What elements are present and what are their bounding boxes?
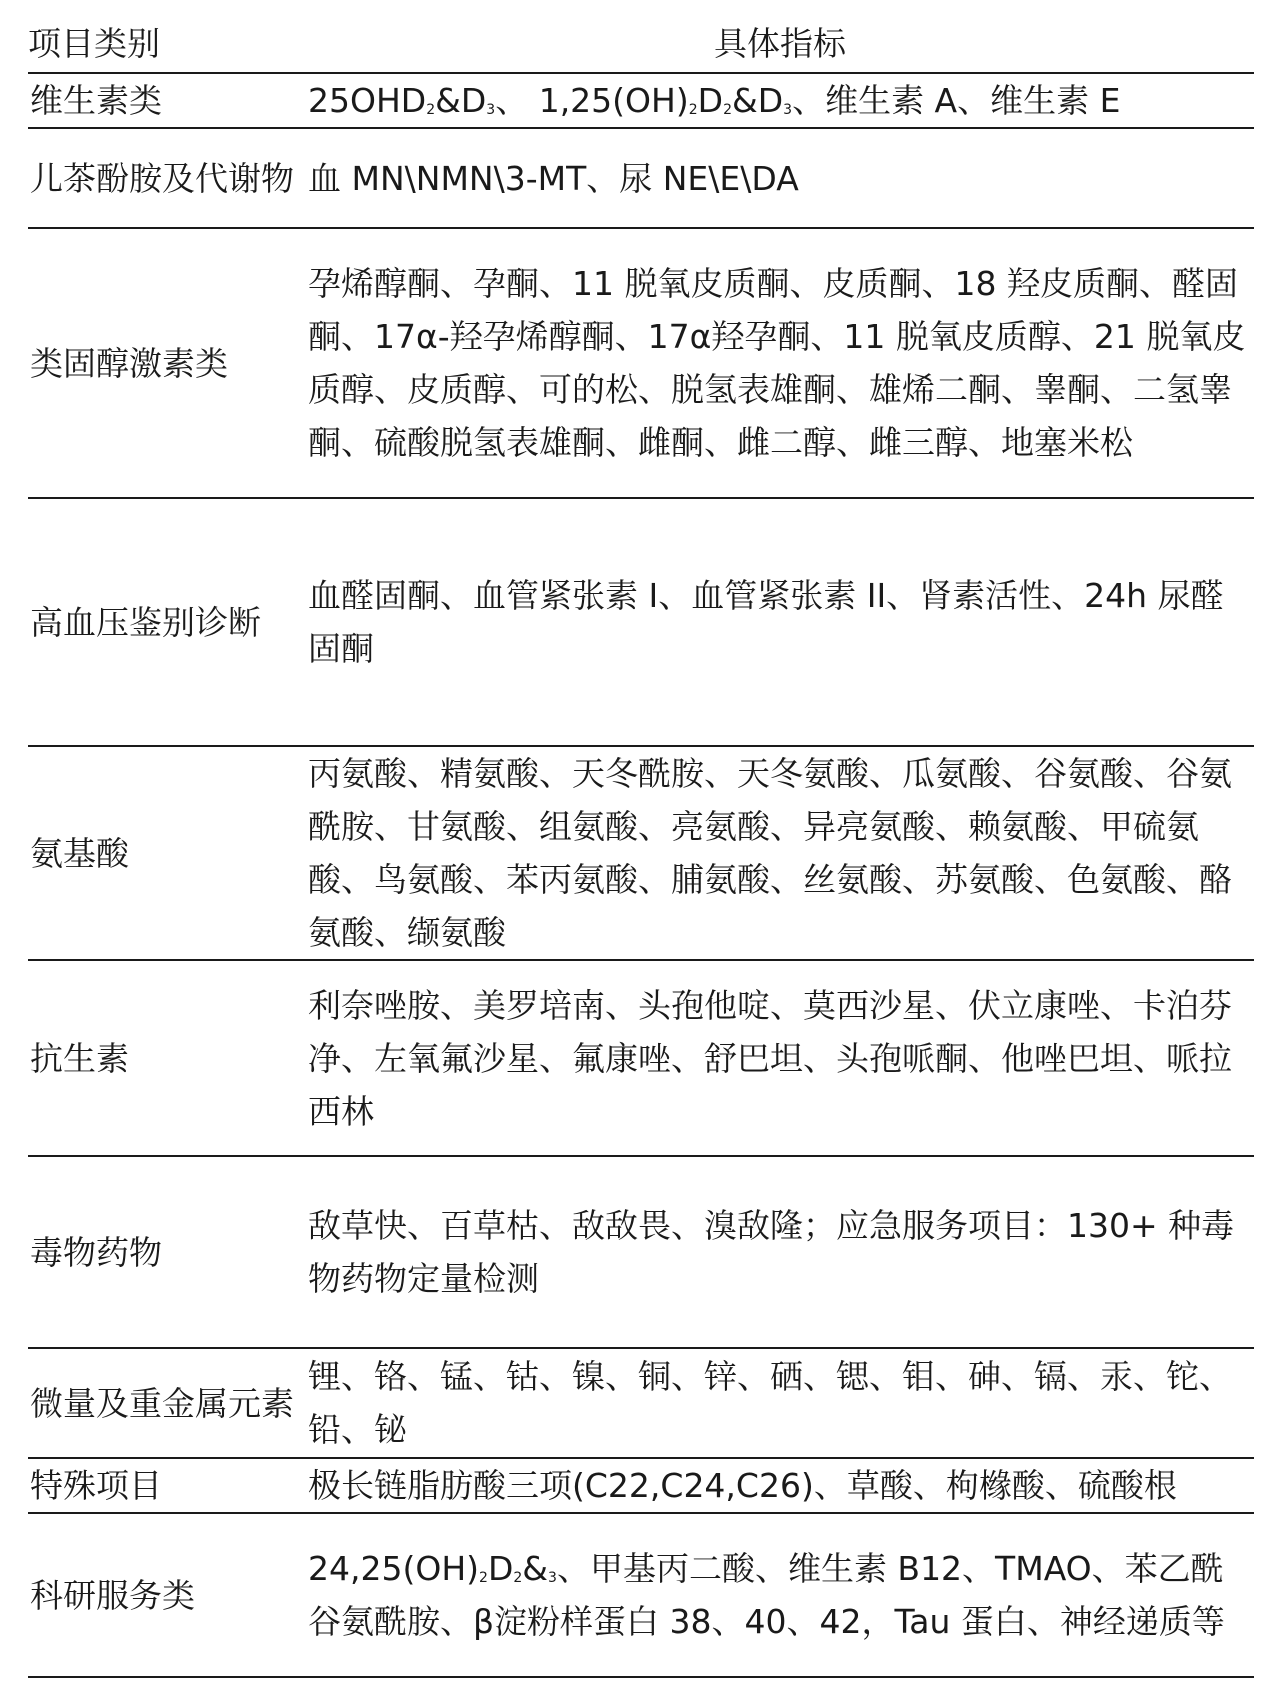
row-details: 敌草快、百草枯、敌敌畏、溴敌隆；应急服务项目：130+ 种毒物药物定量检测 [306,1156,1254,1348]
table-header-row [28,14,1254,73]
row-details: $24,25(OH)_2D_2\&_3$、甲基丙二酸、维生素 B12、TMAO、苯乙酰谷氨酰胺、β淀粉样蛋白 38、40、42，Tau 蛋白、神经递质等 [306,1513,1254,1677]
header-details: 具体指标 [714,23,846,63]
row-category: 高血压鉴别诊断 [28,498,306,746]
header-category: 项目类别 [28,23,160,63]
table-row [28,960,1254,1156]
table-row [28,128,1254,228]
row-details: 利奈唑胺、美罗培南、头孢他啶、莫西沙星、伏立康唑、卡泊芬净、左氧氟沙星、氟康唑、舒巴坦、头孢哌酮、他唑巴坦、哌拉西林 [306,960,1254,1156]
table-row [28,746,1254,960]
row-category: 维生素类 [28,73,306,128]
row-details: 血 MN\NMN\3-MT、尿 NE\E\DA [306,128,1254,228]
row-category: 类固醇激素类 [28,228,306,498]
row-category: 毒物药物 [28,1156,306,1348]
row-details: 锂、铬、锰、钴、镍、铜、锌、硒、锶、钼、砷、镉、汞、铊、铅、铋 [306,1348,1254,1458]
row-category: 儿茶酚胺及代谢物 [28,128,306,228]
row-category: 氨基酸 [28,746,306,960]
table-row [28,228,1254,498]
row-details: 极长链脂肪酸三项(C22,C24,C26)、草酸、枸橼酸、硫酸根 [306,1458,1254,1513]
table-row [28,1156,1254,1348]
table-row [28,1513,1254,1677]
row-category: 抗生素 [28,960,306,1156]
row-category: 微量及重金属元素 [28,1348,306,1458]
row-category: 特殊项目 [28,1458,306,1513]
row-details: 丙氨酸、精氨酸、天冬酰胺、天冬氨酸、瓜氨酸、谷氨酸、谷氨酰胺、甘氨酸、组氨酸、亮氨酸、异亮氨酸、赖氨酸、甲硫氨酸、鸟氨酸、苯丙氨酸、脯氨酸、丝氨酸、苏氨酸、色氨酸、酪氨酸、缬氨酸 [306,746,1254,960]
indicator-table [28,14,1254,1678]
row-category: 科研服务类 [28,1513,306,1677]
table-row [28,1348,1254,1458]
row-details: 孕烯醇酮、孕酮、11 脱氧皮质酮、皮质酮、18 羟皮质酮、醛固酮、17α-羟孕烯醇酮、17α羟孕酮、11 脱氧皮质醇、21 脱氧皮质醇、皮质醇、可的松、脱氢表雄酮、雄烯二酮、睾酮、二氢睾酮、硫酸脱氢表雄酮、雌酮、雌二醇、雌三醇、地塞米松 [306,228,1254,498]
table-row [28,1458,1254,1513]
row-details: $25OHD_2\&D_3$、 $1,25(OH)_2D_2\&D_3$、维生素 A、维生素 E [306,73,1254,128]
table-row [28,498,1254,746]
row-details: 血醛固酮、血管紧张素 I、血管紧张素 II、肾素活性、24h 尿醛固酮 [306,498,1254,746]
table-row [28,73,1254,128]
